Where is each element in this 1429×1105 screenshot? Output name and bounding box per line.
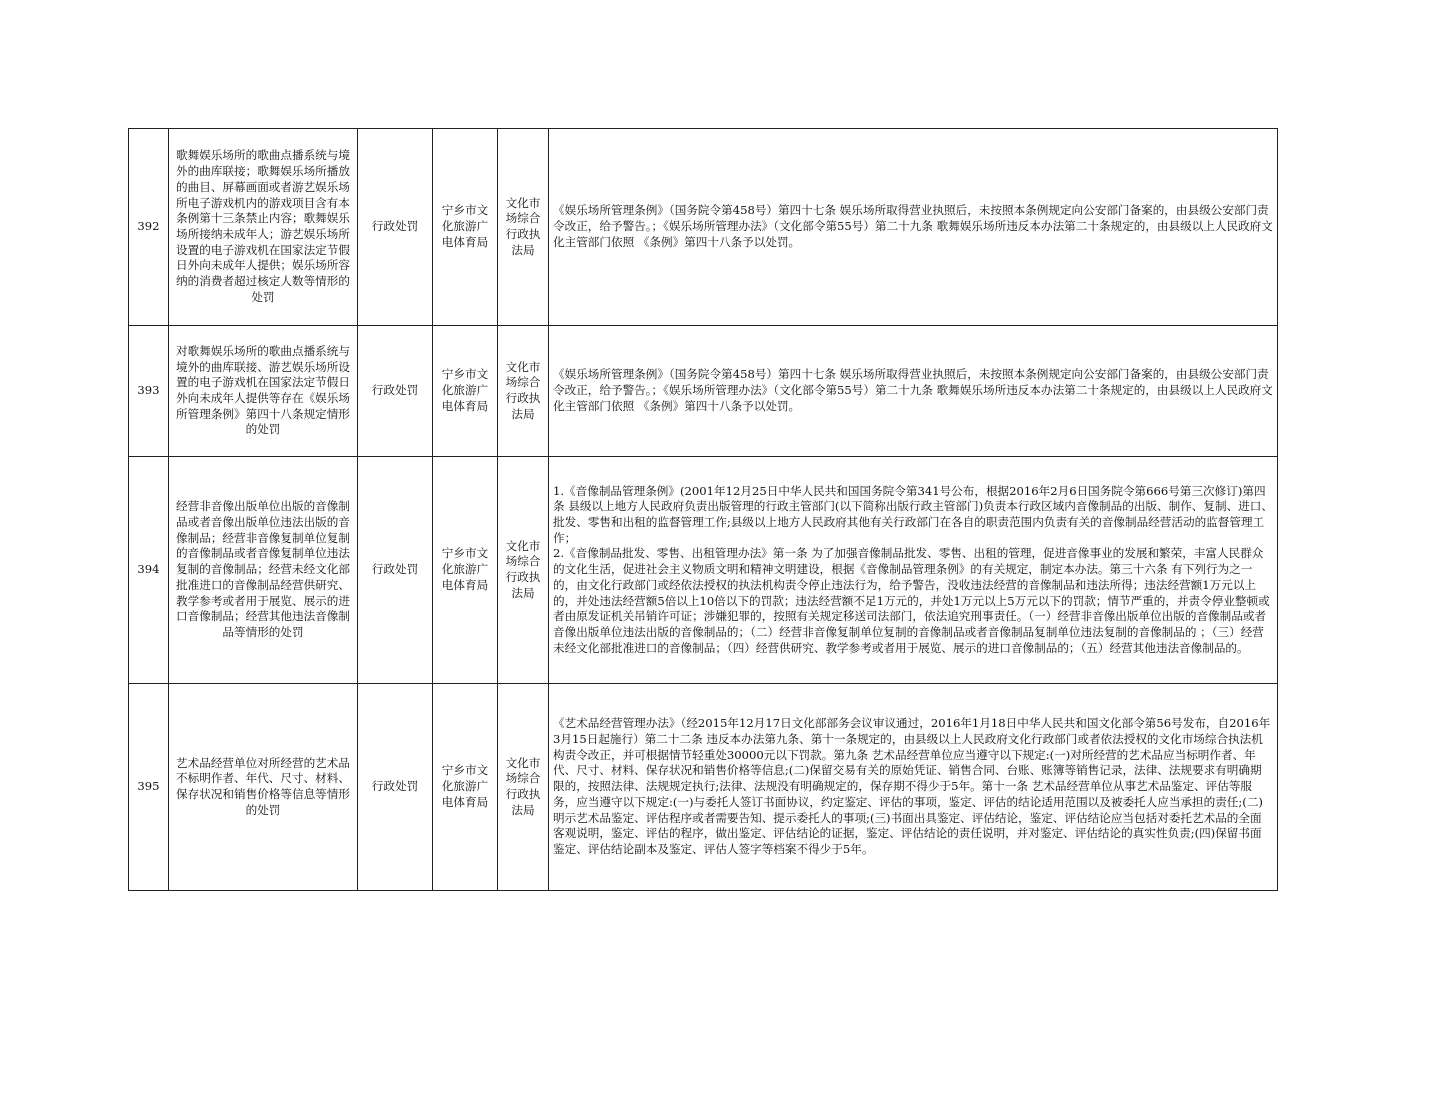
responsible-unit: 文化市场综合行政执法局 <box>498 457 549 684</box>
implementing-department: 宁乡市文化旅游广电体育局 <box>433 457 498 684</box>
row-number: 393 <box>129 326 169 457</box>
power-list-table <box>128 128 1278 891</box>
table-row <box>129 129 1278 326</box>
legal-basis-paragraph: 1.《音像制品管理条例》(2001年12月25日中华人民共和国国务院令第341号公布，根据2016年2月6日国务院令第666号第三次修订)第四条 县级以上地方人民政府负责出版管理的行政主管部门(以下简称出版行政主管部门)负责本行政区域内音像制品的出版、制作、复制、进口、批发、零售和出租的监督管理工作;县级以上地方人民政府其他有关行政部门在各自的职责范围内负责有关的音像制品经营活动的监督管理工作； <box>553 483 1273 545</box>
legal-basis <box>549 326 1278 457</box>
power-type: 行政处罚 <box>358 129 433 326</box>
implementing-department: 宁乡市文化旅游广电体育局 <box>433 684 498 891</box>
row-number: 392 <box>129 129 169 326</box>
legal-basis-paragraph: 《艺术品经营管理办法》（经2015年12月17日文化部部务会议审议通过，2016年1月18日中华人民共和国文化部令第56号发布，自2016年3月15日起施行）第二十二条 违反本办法第九条、第十一条规定的，由县级以上人民政府文化行政部门或者依法授权的文化市场综合执法机构责令改正，并可根据情节轻重处30000元以下罚款。第九条 艺术品经营单位应当遵守以下规定:(一)对所经营的艺术品应当标明作者、年代、尺寸、材料、保存状况和销售价格等信息;(二)保留交易有关的原始凭证、销售合同、台账、账簿等销售记录，法律、法规要求有明确期限的，按照法律、法规规定执行;法律、法规没有明确规定的，保存期不得少于5年。第十一条 艺术品经营单位从事艺术品鉴定、评估等服务，应当遵守以下规定:(一)与委托人签订书面协议，约定鉴定、评估的事项，鉴定、评估的结论适用范围以及被委托人应当承担的责任;(二)明示艺术品鉴定、评估程序或者需要告知、提示委托人的事项;(三)书面出具鉴定、评估结论，鉴定、评估结论应当包括对委托艺术品的全面客观说明，鉴定、评估的程序，做出鉴定、评估结论的证据，鉴定、评估结论的责任说明，并对鉴定、评估结论的真实性负责;(四)保留书面鉴定、评估结论副本及鉴定、评估人签字等档案不得少于5年。 <box>553 716 1271 856</box>
item-name: 经营非音像出版单位出版的音像制品或者音像出版单位违法出版的音像制品；经营非音像复制单位复制的音像制品或者音像复制单位违法复制的音像制品；经营未经文化部批准进口的音像制品经营供研究、教学参考或者用于展览、展示的进口音像制品；经营其他违法音像制品等情形的处罚 <box>169 457 358 684</box>
implementing-department: 宁乡市文化旅游广电体育局 <box>433 326 498 457</box>
power-type: 行政处罚 <box>358 684 433 891</box>
table-row <box>129 457 1278 684</box>
legal-basis <box>549 129 1278 326</box>
legal-basis-paragraph: 2.《音像制品批发、零售、出租管理办法》第一条 为了加强音像制品批发、零售、出租的管理，促进音像事业的发展和繁荣，丰富人民群众的文化生活，促进社会主义物质文明和精神文明建设，根据《音像制品管理条例》的有关规定，制定本办法。第三十六条 有下列行为之一的，由文化行政部门或经依法授权的执法机构责令停止违法行为，给予警告，没收违法经营的音像制品和违法所得；违法经营额1万元以上的，并处违法经营额5倍以上10倍以下的罚款；违法经营额不足1万元的，并处1万元以上5万元以下的罚款；情节严重的，并责令停业整顿或者由原发证机关吊销许可证；涉嫌犯罪的，按照有关规定移送司法部门，依法追究刑事责任。（一）经营非音像出版单位出版的音像制品或者音像出版单位违法出版的音像制品的；（二）经营非音像复制单位复制的音像制品或者音像制品复制单位违法复制的音像制品的 ；（三）经营未经文化部批准进口的音像制品；（四）经营供研究、教学参考或者用于展览、展示的进口音像制品的；（五）经营其他违法音像制品的。 <box>553 546 1270 655</box>
responsible-unit: 文化市场综合行政执法局 <box>498 326 549 457</box>
row-number: 395 <box>129 684 169 891</box>
legal-basis <box>549 684 1278 891</box>
item-name: 艺术品经营单位对所经营的艺术品不标明作者、年代、尺寸、材料、保存状况和销售价格等信息等情形的处罚 <box>169 684 358 891</box>
legal-basis-paragraph: 《娱乐场所管理条例》（国务院令第458号）第四十七条 娱乐场所取得营业执照后，未按照本条例规定向公安部门备案的，由县级公安部门责令改正，给予警告。；《娱乐场所管理办法》（文化部令第55号）第二十九条 歌舞娱乐场所违反本办法第二十条规定的，由县级以上人民政府文化主管部门依照 《条例》第四十八条予以处罚。 <box>553 203 1273 249</box>
table-row <box>129 326 1278 457</box>
row-number: 394 <box>129 457 169 684</box>
responsible-unit: 文化市场综合行政执法局 <box>498 129 549 326</box>
power-type: 行政处罚 <box>358 326 433 457</box>
item-name: 对歌舞娱乐场所的歌曲点播系统与境外的曲库联接、游艺娱乐场所设置的电子游戏机在国家法定节假日外向未成年人提供等存在《娱乐场所管理条例》第四十八条规定情形的处罚 <box>169 326 358 457</box>
implementing-department: 宁乡市文化旅游广电体育局 <box>433 129 498 326</box>
power-type: 行政处罚 <box>358 457 433 684</box>
responsible-unit: 文化市场综合行政执法局 <box>498 684 549 891</box>
table-row <box>129 684 1278 891</box>
item-name: 歌舞娱乐场所的歌曲点播系统与境外的曲库联接；歌舞娱乐场所播放的曲目、屏幕画面或者游艺娱乐场所电子游戏机内的游戏项目含有本条例第十三条禁止内容；歌舞娱乐场所接纳未成年人；游艺娱乐场所设置的电子游戏机在国家法定节假日外向未成年人提供；娱乐场所容纳的消费者超过核定人数等情形的处罚 <box>169 129 358 326</box>
legal-basis <box>549 457 1278 684</box>
legal-basis-paragraph: 《娱乐场所管理条例》（国务院令第458号）第四十七条 娱乐场所取得营业执照后，未按照本条例规定向公安部门备案的，由县级公安部门责令改正，给予警告。；《娱乐场所管理办法》（文化部令第55号）第二十九条 歌舞娱乐场所违反本办法第二十条规定的，由县级以上人民政府文化主管部门依照 《条例》第四十八条予以处罚。 <box>553 367 1273 413</box>
